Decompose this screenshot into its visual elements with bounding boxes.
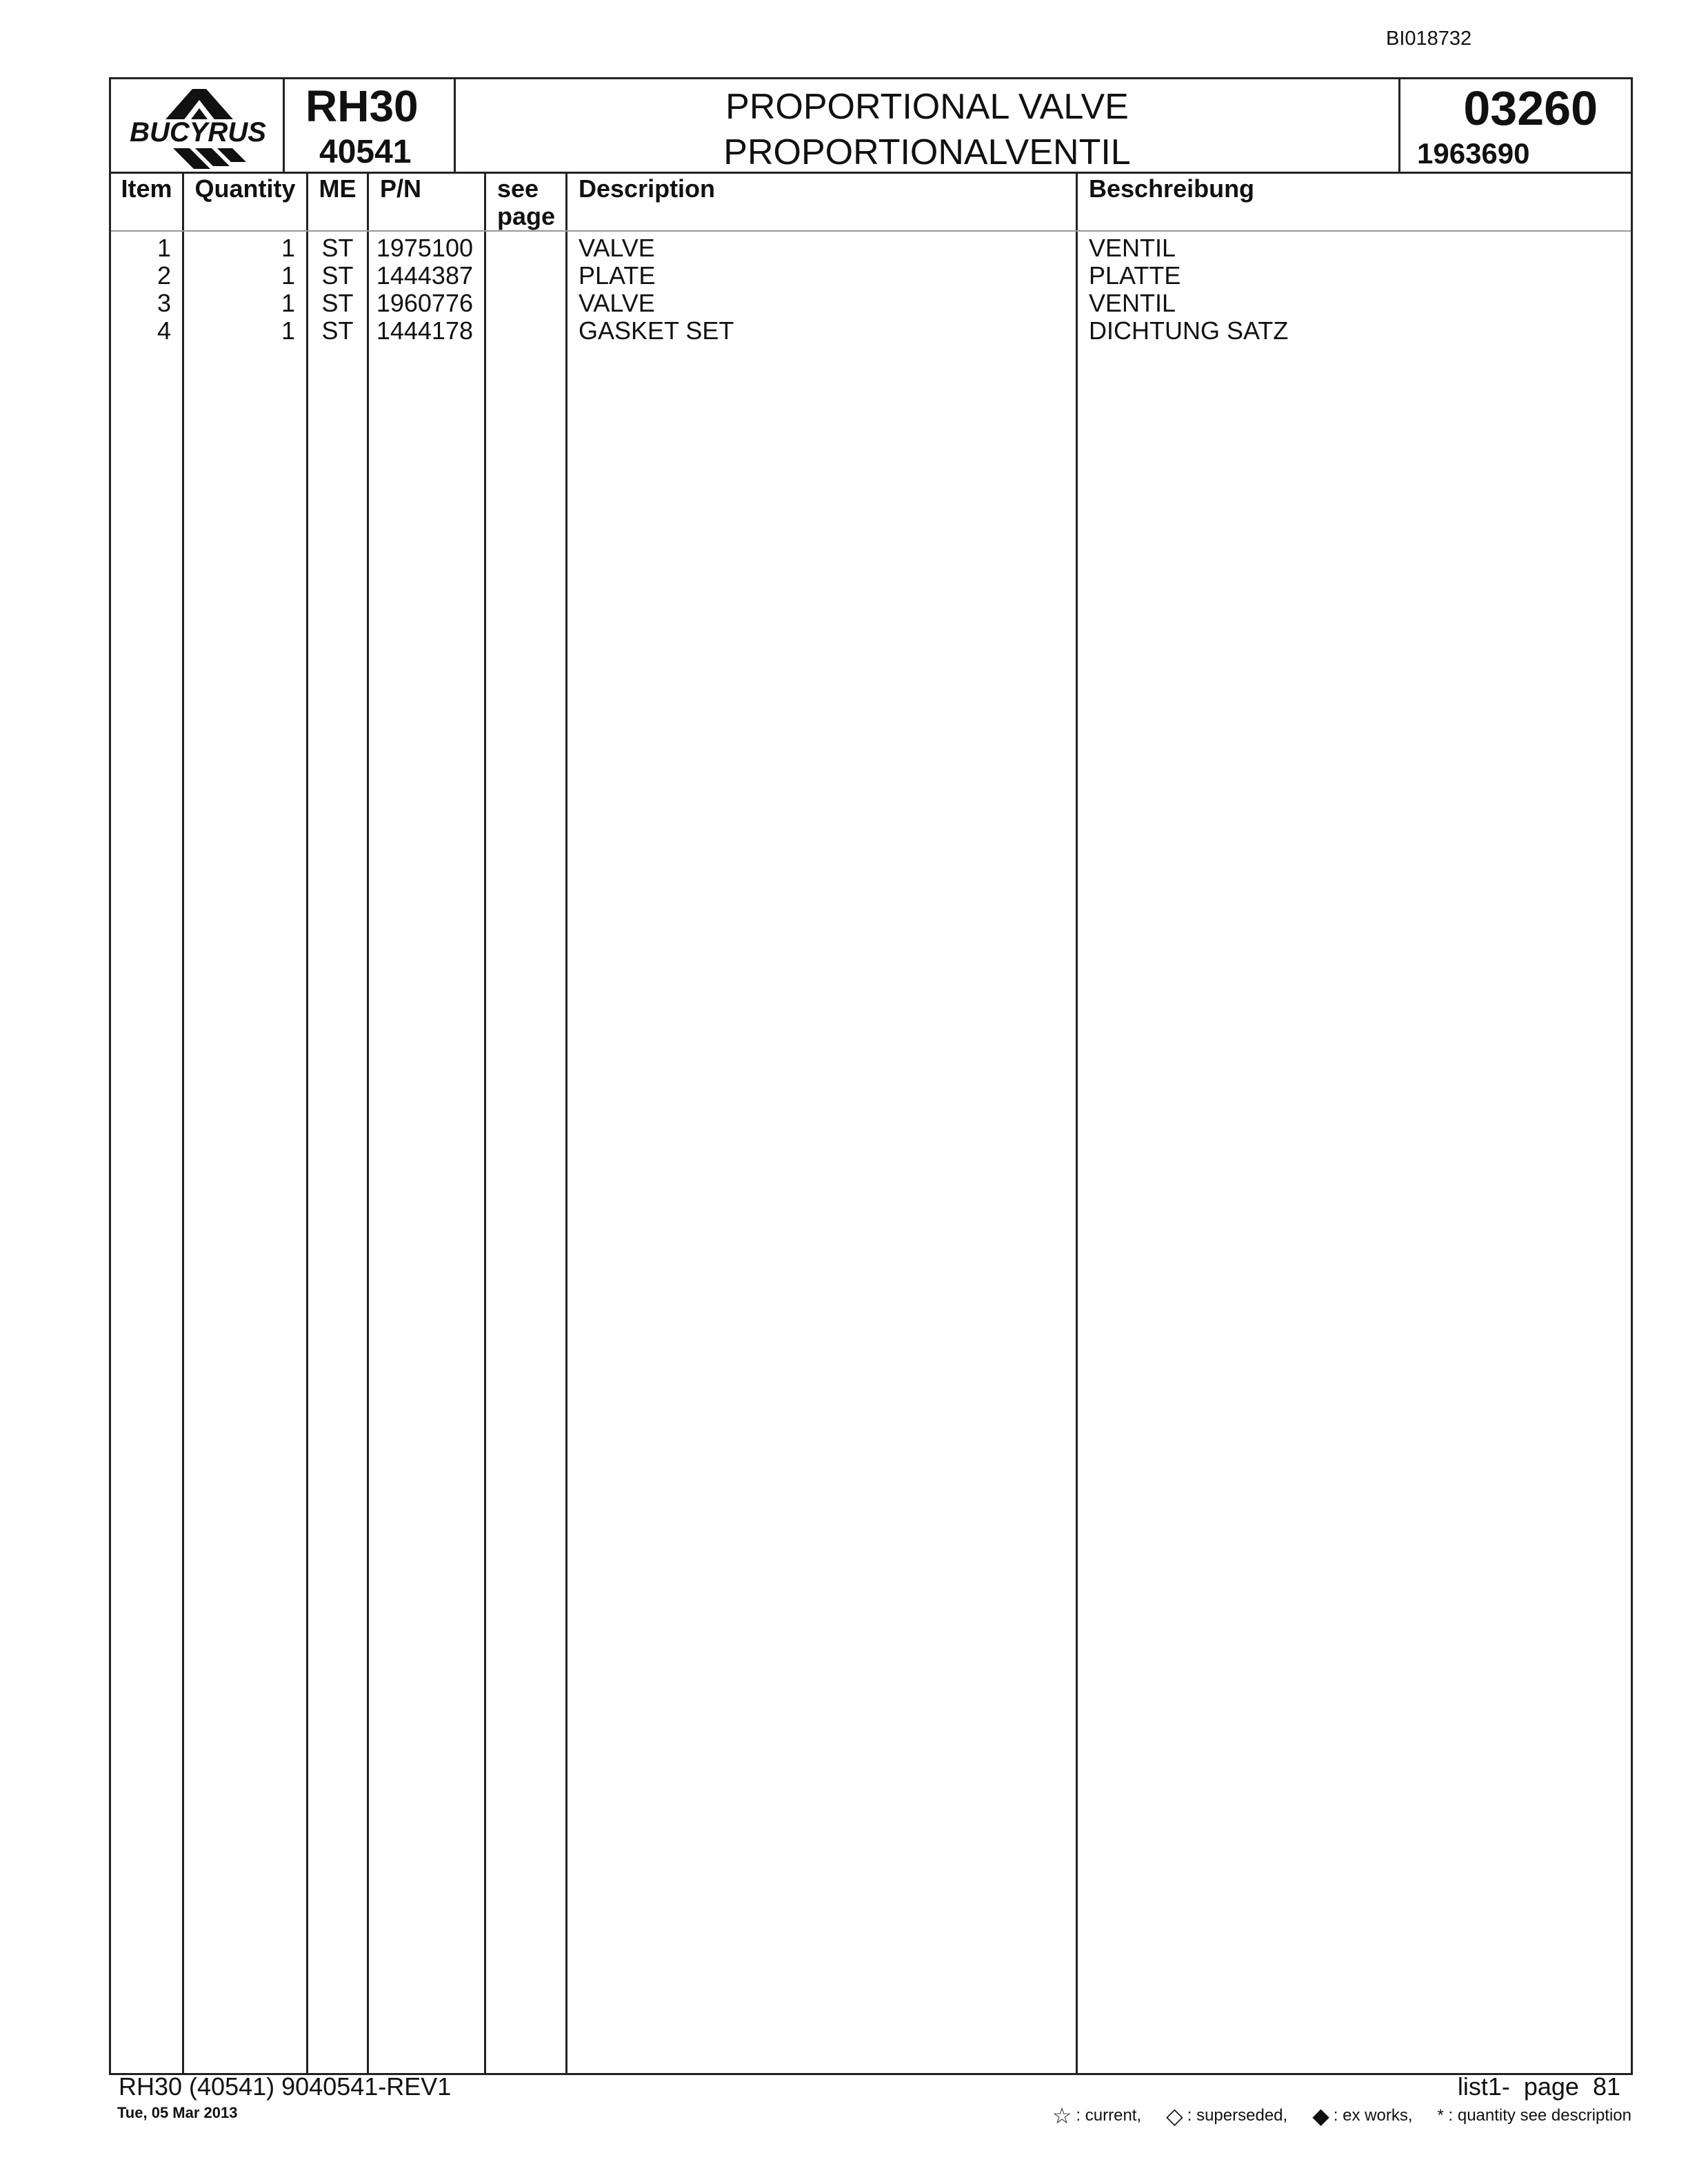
title-german: PROPORTIONALVENTIL xyxy=(723,132,1131,172)
cell-description: VALVE xyxy=(579,234,655,262)
header-description: Description xyxy=(579,174,716,203)
cell-item: 1 xyxy=(157,234,171,262)
footer-date: Tue, 05 Mar 2013 xyxy=(117,2104,238,2121)
title-cell xyxy=(456,79,1400,172)
serial-number: 40541 xyxy=(319,134,412,170)
cell-page xyxy=(486,234,565,262)
cell-quantity: 1 xyxy=(281,234,295,262)
header-page: page xyxy=(497,202,556,230)
model-cell xyxy=(285,79,456,172)
cell-me: ST xyxy=(321,316,354,345)
column-beschreibung xyxy=(1078,174,1631,2073)
drawing-number: 1963690 xyxy=(1417,137,1530,170)
cell-pn: 1444387 xyxy=(376,261,473,290)
header-divider xyxy=(111,230,1631,232)
document-id: BI018732 xyxy=(1386,28,1472,50)
legend-current: : current, xyxy=(1076,2106,1142,2125)
title-english: PROPORTIONAL VALVE xyxy=(725,87,1129,127)
footer-page-ref: list1- page 81 xyxy=(1457,2072,1620,2101)
cell-quantity: 1 xyxy=(281,289,295,317)
cell-description: PLATE xyxy=(579,261,656,290)
cell-quantity: 1 xyxy=(281,261,295,290)
cell-item: 4 xyxy=(157,316,171,345)
column-item xyxy=(111,174,184,2073)
column-me xyxy=(308,174,369,2073)
cell-description: VALVE xyxy=(579,289,655,317)
legend xyxy=(1052,2103,1631,2129)
column-see-page xyxy=(486,174,567,2073)
cell-me: ST xyxy=(321,261,354,290)
cell-beschreibung: VENTIL xyxy=(1089,234,1176,262)
bucyrus-logo xyxy=(121,85,275,170)
header-see: see xyxy=(497,174,539,203)
header-beschreibung: Beschreibung xyxy=(1089,174,1255,203)
legend-ex-works: : ex works, xyxy=(1333,2106,1413,2125)
header-pn: P/N xyxy=(380,174,422,203)
page-header xyxy=(109,77,1633,174)
logo-text: BUCYRUS xyxy=(130,117,266,148)
header-quantity: Quantity xyxy=(194,174,296,203)
header-me: ME xyxy=(319,174,356,203)
column-pn xyxy=(369,174,486,2073)
diamond-filled-icon: ◆ xyxy=(1312,2103,1329,2128)
legend-quantity: * : quantity see description xyxy=(1437,2106,1631,2125)
cell-me: ST xyxy=(321,289,354,317)
cell-pn: 1960776 xyxy=(376,289,473,317)
legend-superseded: : superseded, xyxy=(1187,2106,1288,2125)
cell-beschreibung: DICHTUNG SATZ xyxy=(1089,316,1289,345)
cell-quantity: 1 xyxy=(281,316,295,345)
diamond-outline-icon: ◇ xyxy=(1166,2103,1183,2128)
group-number: 03260 xyxy=(1463,81,1598,135)
parts-table xyxy=(109,174,1633,2075)
star-outline-icon: ☆ xyxy=(1052,2103,1072,2128)
cell-item: 3 xyxy=(157,289,171,317)
cell-item: 2 xyxy=(157,261,171,290)
footer-doc-ref: RH30 (40541) 9040541-REV1 xyxy=(119,2072,452,2101)
header-item: Item xyxy=(121,174,172,203)
number-cell xyxy=(1400,79,1631,172)
cell-page xyxy=(486,262,565,290)
model-number: RH30 xyxy=(305,81,419,131)
column-quantity xyxy=(184,174,308,2073)
cell-page xyxy=(486,317,565,345)
cell-me: ST xyxy=(321,234,354,262)
cell-pn: 1975100 xyxy=(376,234,473,262)
cell-beschreibung: PLATTE xyxy=(1089,261,1181,290)
cell-page xyxy=(486,290,565,317)
cell-description: GASKET SET xyxy=(579,316,734,345)
column-description xyxy=(567,174,1078,2073)
cell-beschreibung: VENTIL xyxy=(1089,289,1176,317)
cell-pn: 1444178 xyxy=(376,316,473,345)
logo-cell xyxy=(111,79,285,172)
